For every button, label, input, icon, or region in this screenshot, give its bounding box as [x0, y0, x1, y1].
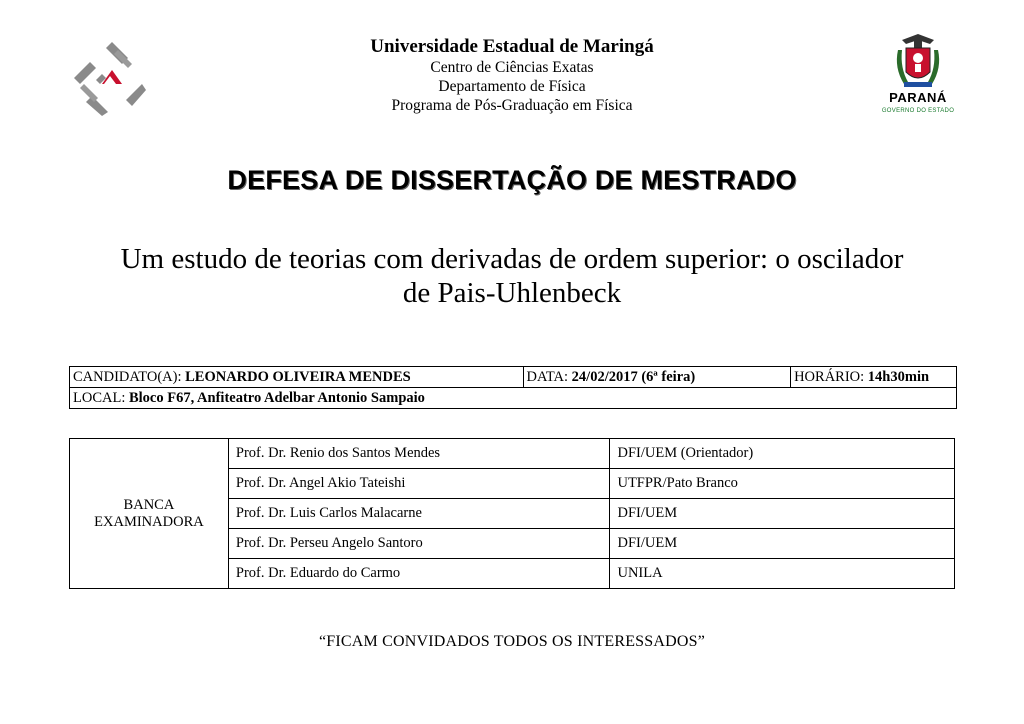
date-cell	[523, 367, 791, 388]
banca-label-line-2: EXAMINADORA	[94, 513, 204, 530]
candidate-label: CANDIDATO(A):	[73, 369, 182, 385]
local-value: Bloco F67, Anfiteatro Adelbar Antonio Sampaio	[128, 390, 425, 406]
member-affiliation: DFI/UEM	[610, 499, 955, 529]
page-title: DEFESA DE DISSERTAÇÃO DE MESTRADO	[227, 165, 797, 195]
defense-info-table	[69, 366, 957, 409]
date-label: DATA:	[526, 369, 569, 385]
candidate-value: LEONARDO OLIVEIRA MENDES	[185, 369, 411, 385]
member-name: Prof. Dr. Luis Carlos Malacarne	[228, 499, 610, 529]
local-label: LOCAL:	[73, 390, 126, 406]
program-name: Programa de Pós-Graduação em Física	[391, 97, 633, 114]
candidate-cell	[70, 367, 524, 388]
department-name: Departamento de Física	[438, 78, 586, 95]
parana-label: PARANÁ	[889, 90, 947, 105]
banca-label	[70, 439, 229, 589]
date-value: 24/02/2017 (6ª feira)	[571, 369, 696, 385]
banca-label-line-1: BANCA	[123, 496, 175, 513]
center-name: Centro de Ciências Exatas	[430, 59, 594, 76]
university-name: Universidade Estadual de Maringá	[370, 36, 654, 57]
examining-board-table	[69, 438, 955, 589]
member-affiliation: UNILA	[610, 559, 955, 589]
member-name: Prof. Dr. Renio dos Santos Mendes	[228, 439, 610, 469]
parana-coat-of-arms-icon	[880, 34, 956, 90]
info-row-candidate	[70, 367, 957, 388]
time-label: HORÁRIO:	[794, 369, 865, 385]
time-cell	[791, 367, 957, 388]
table-row	[70, 439, 955, 469]
thesis-title	[80, 242, 944, 310]
member-affiliation: DFI/UEM	[610, 529, 955, 559]
member-affiliation: DFI/UEM (Orientador)	[610, 439, 955, 469]
local-cell	[70, 388, 957, 409]
parana-logo	[880, 34, 956, 120]
invitation-text: “FICAM CONVIDADOS TODOS OS INTERESSADOS”	[318, 633, 706, 650]
uem-logo-icon	[72, 40, 146, 116]
header-institution	[200, 36, 824, 115]
member-affiliation: UTFPR/Pato Branco	[610, 469, 955, 499]
member-name: Prof. Dr. Perseu Angelo Santoro	[228, 529, 610, 559]
thesis-title-line-1: Um estudo de teorias com derivadas de ordem superior: o oscilador	[120, 243, 904, 275]
governo-label: GOVERNO DO ESTADO	[881, 108, 955, 114]
member-name: Prof. Dr. Angel Akio Tateishi	[228, 469, 610, 499]
info-row-local	[70, 388, 957, 409]
time-value: 14h30min	[867, 369, 930, 385]
thesis-title-line-2: de Pais-Uhlenbeck	[402, 277, 622, 309]
member-name: Prof. Dr. Eduardo do Carmo	[228, 559, 610, 589]
